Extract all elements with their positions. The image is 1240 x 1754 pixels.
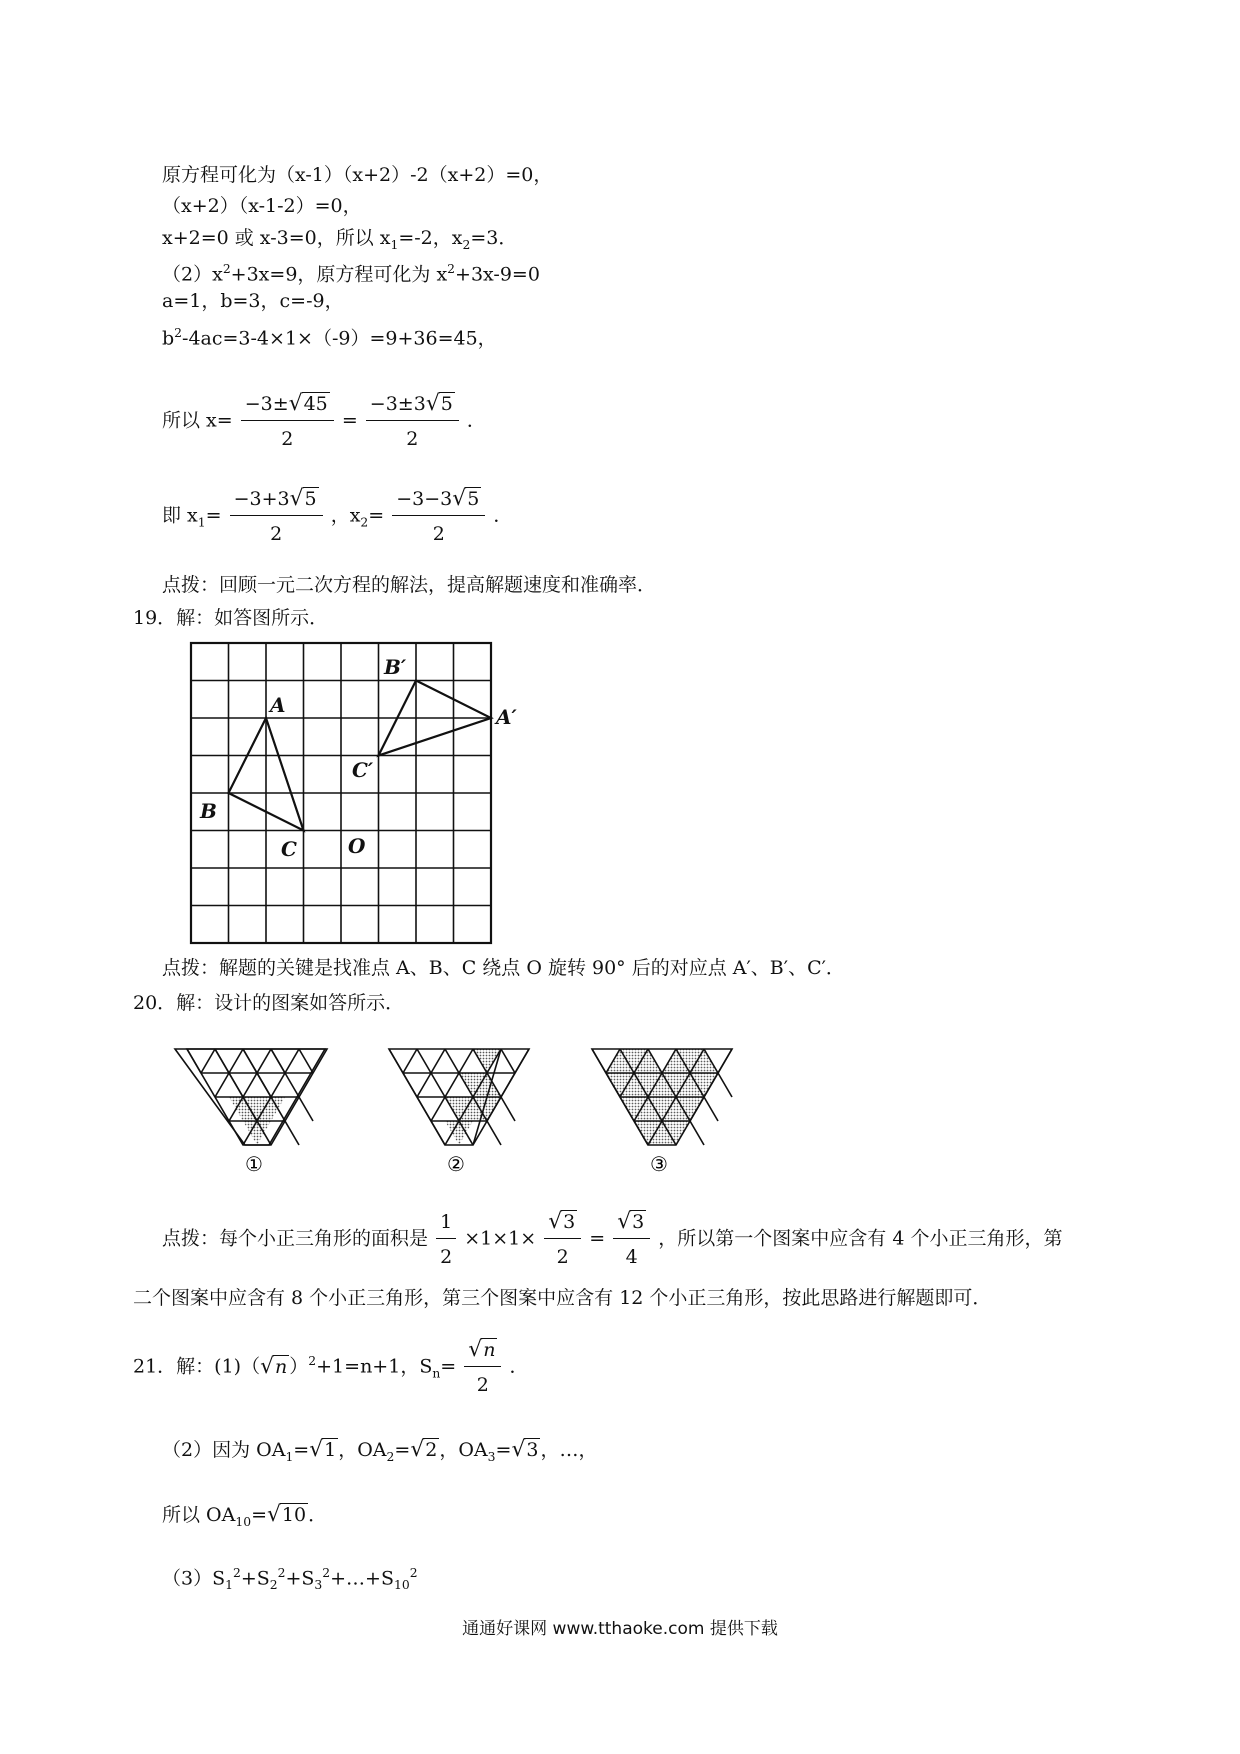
- label-A: A: [270, 693, 286, 717]
- question-19-heading: 19．解：如答图所示．: [133, 607, 329, 629]
- solution-line-8: 即 $x_1=$ $\frac{-3+3√5}{2}$ ，$x_2=$ $\frac{-3-3√5}{2}$ ．: [162, 485, 512, 548]
- label-B: B: [200, 799, 217, 823]
- pattern-2-label: ②: [447, 1152, 465, 1173]
- hint-18: 点拨：回顾一元二次方程的解法，提高解题速度和准确率．: [162, 574, 657, 596]
- pattern-3-label: ③: [650, 1152, 668, 1173]
- question-21-part-3: $(3)S_1^2+S_2^2+S_3^2+\dots+S_{10}^2$: [162, 1566, 418, 1593]
- triangle-patterns-figure: [170, 1028, 750, 1173]
- label-C-prime: C′: [352, 758, 374, 782]
- question-21-part-2: （2）因为 $OA_1=√1$ ，$OA_2=√2$ ，$OA_3=√3$ ，…，: [162, 1437, 598, 1464]
- pattern-2: [389, 1049, 529, 1173]
- solution-line-1: 原方程可化为（x-1）（x+2）-2（x+2）=0，: [162, 164, 553, 186]
- label-C: C: [281, 837, 297, 861]
- pattern-1-label: ①: [245, 1152, 263, 1173]
- solution-line-2: （x+2）（x-1-2）=0，: [162, 195, 362, 217]
- solution-line-6: $b^2-4ac=3-4\times 1\times(-9)=9+36=45$，: [162, 326, 497, 350]
- fraction-x2: $\frac{-3-3√5}{2}$: [392, 485, 485, 548]
- fraction-x1: $\frac{-3+3√5}{2}$: [230, 485, 323, 548]
- pattern-1: [175, 1049, 327, 1173]
- page-footer: 通通好课网 www.tthaoke.com 提供下载: [462, 1619, 778, 1639]
- solution-line-7: 所以 x= $\frac{-3\pm√45}{2}$ = $\frac{-3\pm 3√5}{2}$ ．: [162, 390, 486, 453]
- solution-line-4: $(2)x^2+3x=9$，原方程可化为 $x^2+3x-9=0$: [162, 262, 540, 286]
- fraction-1: $\frac{-3\pm√45}{2}$: [241, 390, 334, 453]
- label-A-prime: A′: [496, 705, 517, 729]
- hint-19: 点拨：解题的关键是找准点 A、B、C 绕点 O 旋转 90° 后的对应点 A′、B′、C′．: [162, 957, 845, 979]
- hint-20-line-2: 二个图案中应含有 8 个小正三角形，第三个图案中应含有 12 个小正三角形，按此思路进行解题即可．: [133, 1287, 992, 1309]
- question-21-part-2-conclusion: 所以 $OA_{10}=√10$ ．: [162, 1502, 328, 1529]
- solution-line-5: a=1，b=3，c=-9，: [162, 290, 344, 312]
- solution-line-3: x+2=0 或 x-3=0，所以 $x_1=-2$，$x_2=3$．: [162, 227, 518, 252]
- rotation-grid-figure: [188, 640, 538, 950]
- label-O: O: [348, 834, 366, 858]
- fraction-2: $\frac{-3\pm 3√5}{2}$: [366, 390, 459, 453]
- question-20-heading: 20．解：设计的图案如答所示．: [133, 992, 405, 1014]
- label-B-prime: B′: [384, 655, 407, 679]
- hint-20-line-1: 点拨：每个小正三角形的面积是 $\frac{1}{2}$ ×1×1× $\frac{√3}{2}$ = $\frac{√3}{4}$ ，所以第一个图案中应含有 4 个小正三角形，第: [162, 1209, 1063, 1268]
- question-21-part-1: 21．解：(1)（√n ）$^2$+1=n+1，$S_n=$ $\frac{√n}{2}$ ．: [133, 1337, 529, 1396]
- pattern-3: [592, 1049, 732, 1173]
